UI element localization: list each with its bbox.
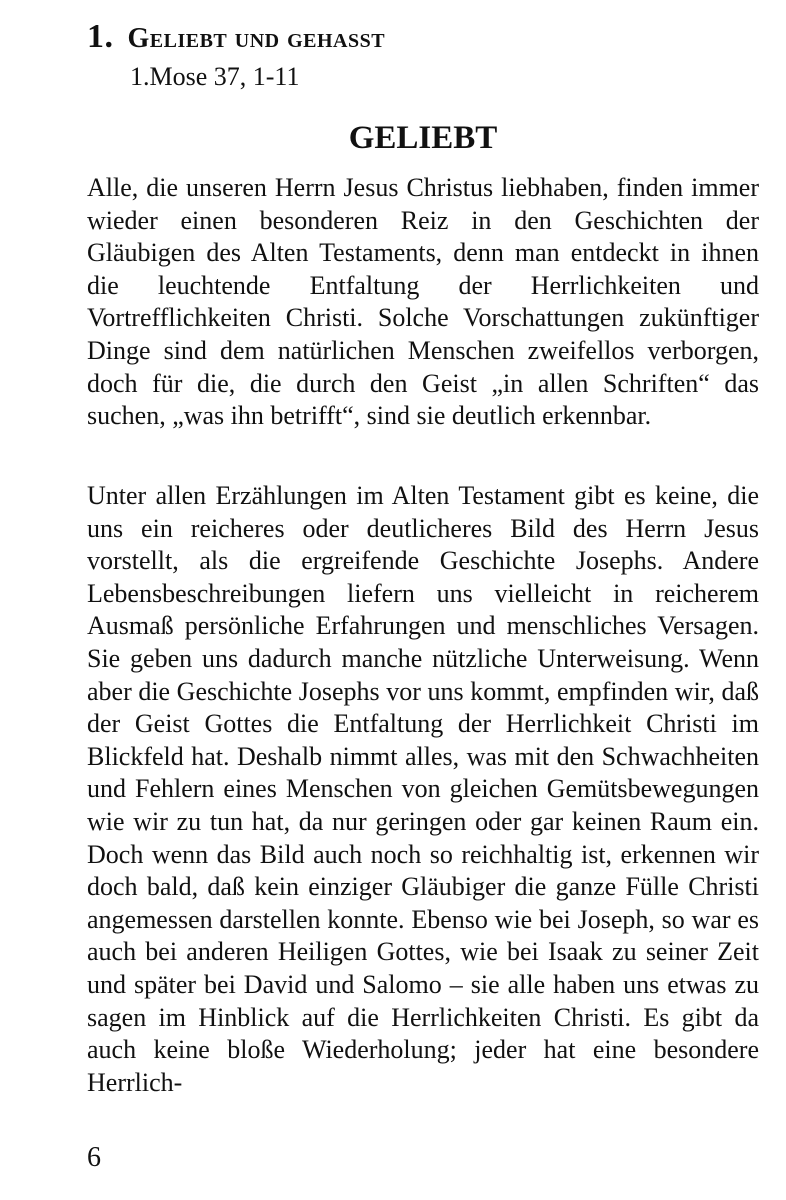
chapter-number: 1. bbox=[87, 18, 114, 55]
page-number: 6 bbox=[87, 1142, 101, 1173]
paragraph-2: Unter allen Erzählungen im Alten Testament gibt es keine, die uns ein reicheres oder deutlicheres Bild des Herrn Jesus vorstellt, als die ergreifende Geschichte Josephs. Andere Lebensbeschreibungen liefern uns vielleicht in reicherem Ausmaß persönliche Erfahrungen und menschliches Versagen. Sie geben uns dadurch manche nützliche Unterweisung. Wenn aber die Geschichte Josephs vor uns kommt, empfinden wir, daß der Geist Gottes die Entfaltung der Herrlichkeit Christi im Blickfeld hat. Deshalb nimmt alles, was mit den Schwachheiten und Fehlern eines Menschen von gleichen Gemütsbewegungen wie wir zu tun hat, da nur geringen oder gar keinen Raum ein. Doch wenn das Bild auch noch so reichhaltig ist, erkennen wir doch bald, daß kein einziger Gläubiger die ganze Fülle Christi angemessen darstellen konnte. Ebenso wie bei Joseph, so war es auch bei anderen Heiligen Gottes, wie bei Isaak zu seiner Zeit und später bei David und Salomo – sie alle haben uns etwas zu sagen im Hinblick auf die Herrlichkeiten Christi. Es gibt da auch keine bloße Wiederholung; jeder hat eine besondere Herrlich- bbox=[87, 481, 759, 1097]
section-title: GELIEBT bbox=[348, 120, 498, 156]
scripture-reference: 1.Mose 37, 1-11 bbox=[130, 62, 300, 91]
chapter-heading bbox=[87, 18, 385, 56]
paragraph-1: Alle, die unseren Herrn Jesus Christus liebhaben, finden immer wieder einen besonderen Reiz in den Geschichten der Gläubigen des Alten Testaments, denn man entdeckt in ihnen die leuchtende Entfaltung der Herrlichkeiten und Vortrefflichkeiten Christi. Solche Vorschattungen zukünftiger Dinge sind dem natürlichen Menschen zweifellos verborgen, doch für die, die durch den Geist „in allen Schriften“ das suchen, „was ihn betrifft“, sind sie deutlich erkennbar. bbox=[87, 173, 759, 431]
chapter-title: Geliebt und gehasst bbox=[127, 23, 386, 54]
